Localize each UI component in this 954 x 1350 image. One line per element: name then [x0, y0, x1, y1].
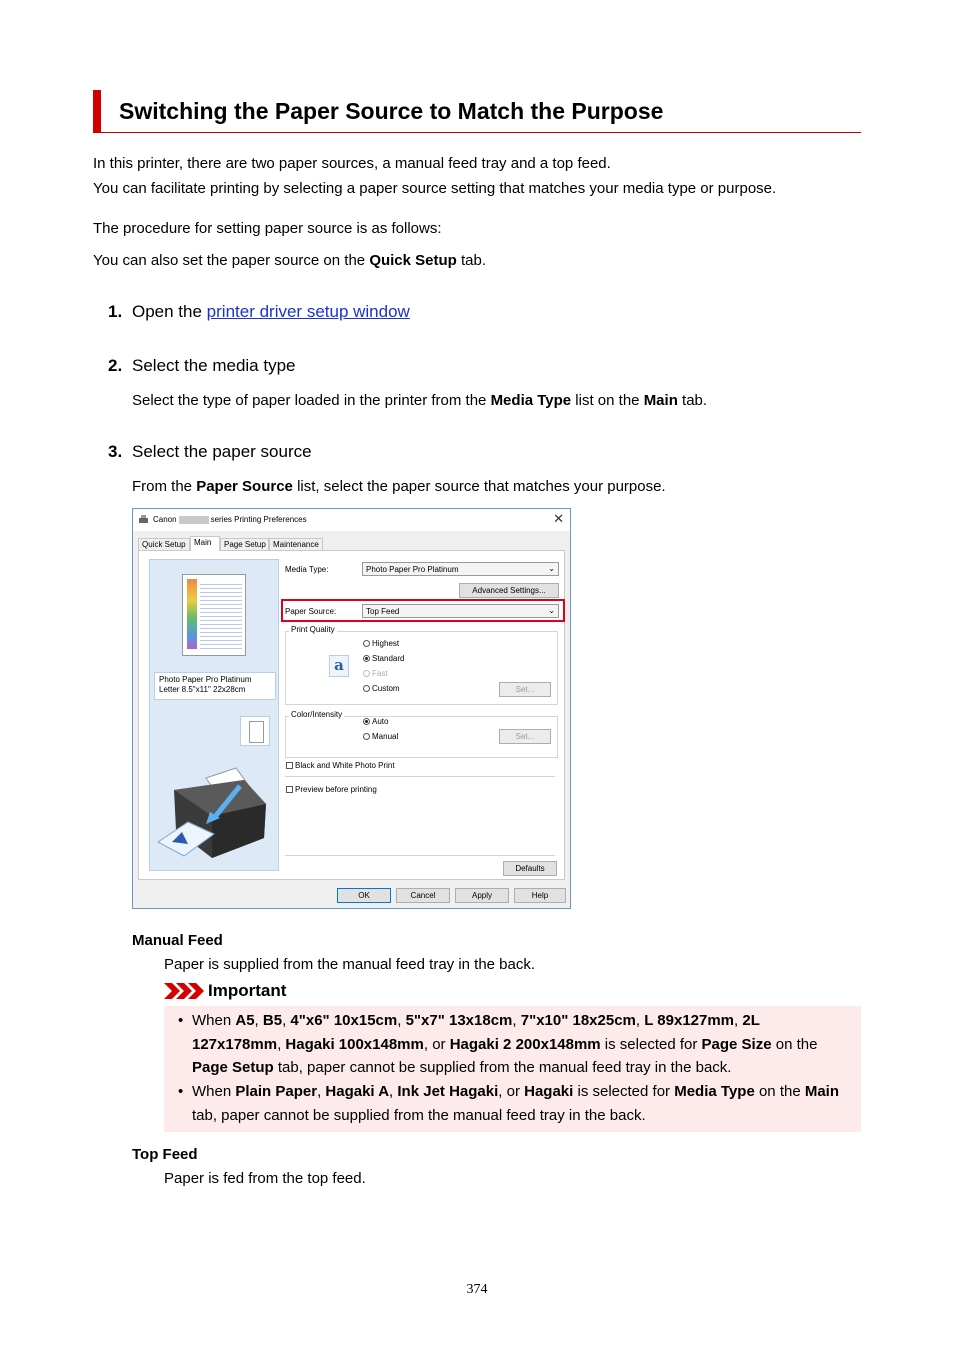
- main-tab-panel: [138, 550, 565, 880]
- important-item-2: [178, 1080, 846, 1127]
- step-3-number: 3.: [108, 442, 123, 461]
- quality-icon: a: [329, 655, 349, 677]
- quality-highest-label: Highest: [372, 639, 400, 648]
- separator: ,: [282, 1012, 291, 1029]
- preview-before-printing-label: Preview before printing: [295, 785, 377, 794]
- printer-illustration: [154, 760, 274, 860]
- apply-button[interactable]: Apply: [455, 888, 509, 903]
- color-intensity-label: Color/Intensity: [291, 710, 343, 719]
- media-type-label: Media Type:: [285, 565, 329, 574]
- dialog-title-brand: Canon: [153, 515, 177, 524]
- intro-line-4-bold: Quick Setup: [369, 252, 457, 269]
- quality-standard-radio[interactable]: [363, 654, 404, 663]
- important-item-2-text: When: [192, 1083, 236, 1100]
- printer-driver-setup-link[interactable]: printer driver setup window: [206, 302, 410, 321]
- defaults-button[interactable]: Defaults: [503, 861, 557, 876]
- media-plain-paper: Plain Paper: [235, 1083, 318, 1100]
- important-item-1-mid: is selected for: [600, 1035, 702, 1053]
- divider: [285, 776, 555, 777]
- separator: ,: [317, 1083, 326, 1100]
- size-2l: 2L 127x178mm: [192, 1012, 760, 1053]
- quality-custom-label: Custom: [372, 684, 400, 693]
- step-2-detail-suffix: tab.: [677, 392, 708, 409]
- close-icon[interactable]: ✕: [553, 511, 564, 526]
- separator: ,: [277, 1035, 286, 1053]
- step-2: [108, 355, 295, 377]
- black-white-photo-checkbox[interactable]: [286, 761, 395, 770]
- step-2-detail-bold-2: Main: [643, 392, 678, 409]
- manual-feed-definition: Paper is supplied from the manual feed tray in the back.: [164, 956, 536, 973]
- media-info-box: [154, 672, 276, 700]
- intro-line-4-suffix: tab.: [456, 252, 487, 269]
- paper-source-value: Top Feed: [366, 607, 400, 616]
- media-hagaki: Hagaki: [524, 1083, 574, 1100]
- step-2-text: Select the media type: [132, 356, 296, 375]
- page-setup-term: Page Setup: [192, 1059, 274, 1076]
- step-2-detail-text: Select the type of paper loaded in the printer from the: [132, 392, 491, 409]
- media-type-term: Media Type: [674, 1083, 755, 1100]
- chevron-down-icon: ⌄: [548, 564, 555, 573]
- ok-button[interactable]: OK: [337, 888, 391, 903]
- media-hagaki-a: Hagaki A: [325, 1083, 390, 1100]
- quality-fast-radio[interactable]: [363, 669, 388, 678]
- size-hagaki-2: Hagaki 2 200x148mm: [449, 1035, 601, 1053]
- chevron-down-icon: ⌄: [548, 606, 555, 615]
- step-1-text: Open the: [132, 302, 207, 321]
- separator: ,: [397, 1012, 406, 1029]
- important-chevrons-icon: [164, 983, 204, 999]
- step-1: [108, 301, 410, 323]
- quality-standard-label: Standard: [372, 654, 405, 663]
- media-info-size: Letter 8.5"x11" 22x28cm: [159, 685, 246, 694]
- step-3-detail-bold: Paper Source: [196, 478, 293, 495]
- model-name-redacted: [179, 516, 209, 524]
- color-auto-radio[interactable]: [363, 717, 388, 726]
- main-term: Main: [804, 1083, 840, 1100]
- step-2-number: 2.: [108, 356, 123, 375]
- dialog-title-suffix: series Printing Preferences: [210, 515, 307, 524]
- page-number: 374: [466, 1282, 488, 1297]
- color-set-button[interactable]: Set...: [499, 729, 551, 744]
- step-2-detail-bold-1: Media Type: [490, 392, 572, 409]
- media-type-dropdown[interactable]: [362, 562, 559, 576]
- size-7x10: 7"x10" 18x25cm: [520, 1012, 636, 1029]
- cancel-button[interactable]: Cancel: [396, 888, 450, 903]
- bullet: •: [178, 1083, 184, 1100]
- printing-preferences-screenshot: [132, 508, 571, 909]
- page-heading: Switching the Paper Source to Match the Purpose: [119, 98, 664, 124]
- step-3-detail-suffix: list, select the paper source that matches your purpose.: [292, 478, 666, 495]
- tab-maintenance[interactable]: Maintenance: [269, 538, 323, 550]
- separator: , or: [498, 1083, 525, 1100]
- page-title: [93, 90, 861, 133]
- paper-source-label: Paper Source:: [285, 607, 337, 616]
- top-feed-term: Top Feed: [132, 1146, 198, 1163]
- preview-pane: [149, 559, 279, 871]
- quality-custom-radio[interactable]: [363, 684, 400, 693]
- intro-line-4: [93, 251, 486, 271]
- important-item-1: [178, 1009, 846, 1080]
- printer-icon: [138, 515, 149, 524]
- tab-quick-setup[interactable]: Quick Setup: [138, 538, 190, 550]
- intro-line-3: The procedure for setting paper source is as follows:: [93, 220, 442, 237]
- separator: ,: [635, 1012, 645, 1029]
- separator: ,: [389, 1083, 398, 1100]
- tab-page-setup[interactable]: Page Setup: [220, 538, 269, 550]
- separator: , or: [423, 1035, 450, 1053]
- manual-feed-term: Manual Feed: [132, 932, 223, 949]
- intro-line-2: You can facilitate printing by selecting a paper source setting that matches your media type or purpose.: [93, 180, 777, 197]
- dialog-titlebar: [133, 509, 570, 531]
- top-feed-definition: Paper is fed from the top feed.: [164, 1170, 366, 1187]
- media-ink-jet-hagaki: Ink Jet Hagaki: [397, 1083, 499, 1100]
- step-3-detail-text: From the: [132, 478, 197, 495]
- print-quality-label: Print Quality: [291, 625, 335, 634]
- dialog-title: [153, 515, 307, 524]
- media-type-value: Photo Paper Pro Platinum: [366, 565, 459, 574]
- quality-highest-radio[interactable]: [363, 639, 399, 648]
- quality-fast-label: Fast: [372, 669, 388, 678]
- help-button[interactable]: Help: [514, 888, 566, 903]
- step-3: [108, 441, 312, 463]
- important-item-2-mid-2: on the: [754, 1083, 805, 1100]
- important-item-1-text: When: [192, 1012, 236, 1029]
- size-5x7: 5"x7" 13x18cm: [405, 1012, 513, 1029]
- paper-source-highlight: [281, 599, 565, 622]
- step-2-detail: [132, 391, 707, 411]
- important-item-2-mid: is selected for: [573, 1083, 675, 1100]
- tab-main[interactable]: Main: [190, 536, 220, 551]
- preview-before-printing-checkbox[interactable]: [286, 785, 377, 794]
- color-manual-label: Manual: [372, 732, 399, 741]
- step-3-text: Select the paper source: [132, 442, 312, 461]
- page-size-term: Page Size: [701, 1035, 772, 1053]
- size-l: L 89x127mm: [644, 1012, 735, 1029]
- divider: [285, 855, 555, 856]
- separator: ,: [254, 1012, 263, 1029]
- color-manual-radio[interactable]: [363, 732, 398, 741]
- step-3-detail: [132, 477, 666, 497]
- color-auto-label: Auto: [372, 717, 389, 726]
- important-item-1-mid-2: on the: [771, 1035, 818, 1053]
- title-accent-bar: [93, 90, 101, 133]
- quality-set-button[interactable]: Set...: [499, 682, 551, 697]
- size-b5: B5: [262, 1012, 283, 1029]
- intro-line-1: In this printer, there are two paper sources, a manual feed tray and a top feed.: [93, 155, 611, 172]
- separator: ,: [734, 1012, 743, 1029]
- important-item-2-suffix: tab, paper cannot be supplied from the manual feed tray in the back.: [192, 1106, 646, 1124]
- separator: ,: [512, 1012, 521, 1029]
- paper-orientation-icon: [240, 716, 270, 746]
- size-hagaki: Hagaki 100x148mm: [285, 1035, 424, 1053]
- important-item-1-suffix: tab, paper cannot be supplied from the manual feed tray in the back.: [273, 1059, 732, 1076]
- bullet: •: [178, 1012, 184, 1029]
- step-2-detail-mid: list on the: [571, 392, 644, 409]
- black-white-photo-label: Black and White Photo Print: [295, 761, 395, 770]
- important-box: [164, 1006, 861, 1132]
- step-1-number: 1.: [108, 302, 123, 321]
- size-4x6: 4"x6" 10x15cm: [290, 1012, 398, 1029]
- important-label: Important: [208, 981, 287, 1000]
- paper-preview: [182, 574, 246, 656]
- size-a5: A5: [235, 1012, 255, 1029]
- advanced-settings-button[interactable]: Advanced Settings...: [459, 583, 559, 598]
- intro-line-4-text: You can also set the paper source on the: [93, 252, 370, 269]
- media-info-type: Photo Paper Pro Platinum: [159, 675, 252, 684]
